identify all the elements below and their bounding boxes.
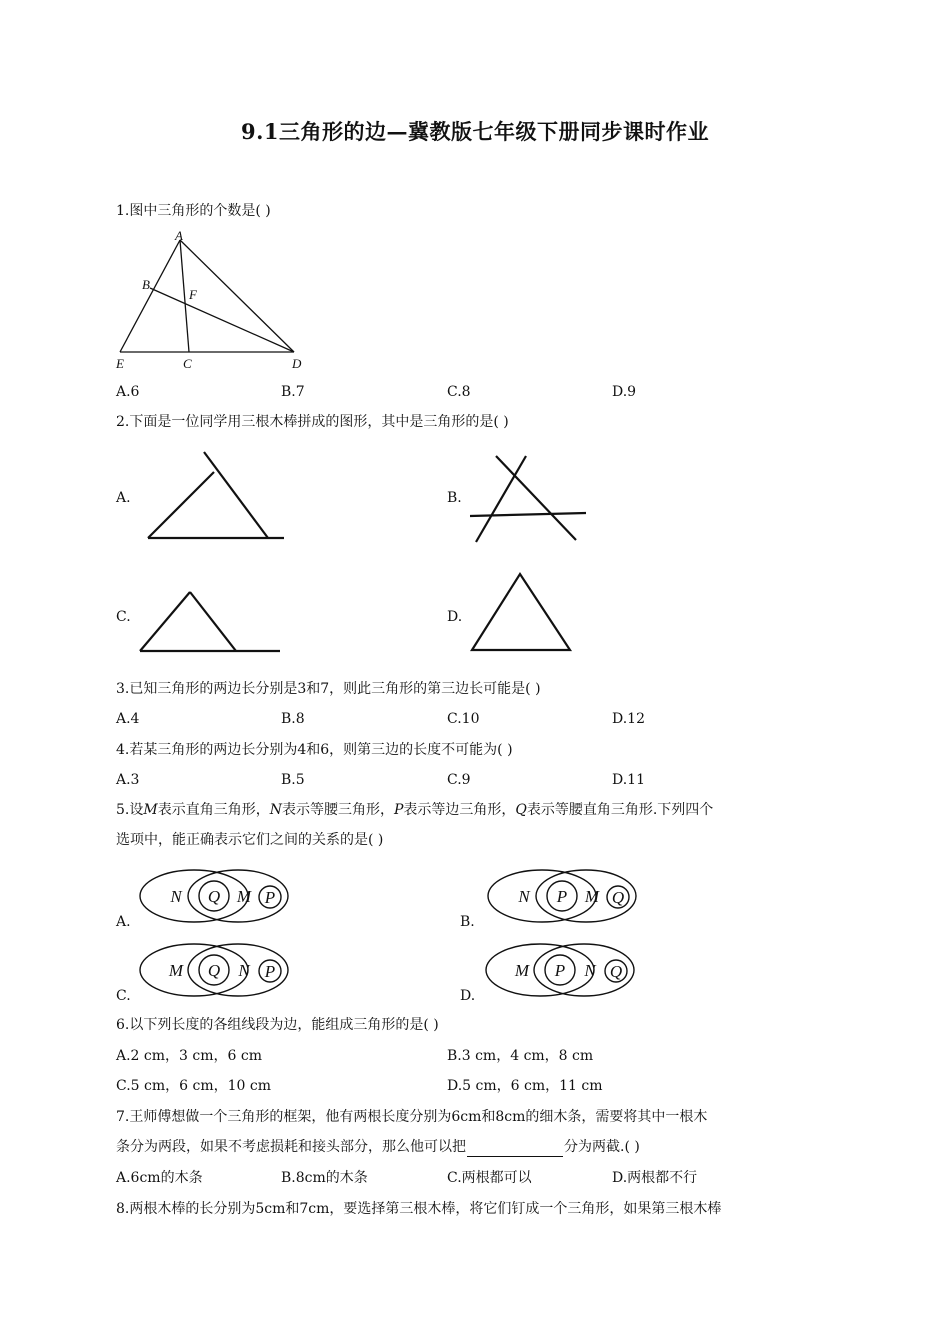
q5-venn-a <box>134 866 294 926</box>
q1-label-e: E <box>116 356 124 371</box>
q1-option-d[interactable]: D.9 <box>612 384 637 400</box>
q7-option-a[interactable]: A.6cm的木条 <box>116 1170 203 1186</box>
q6-stem: 6.以下列长度的各组线段为边，能组成三角形的是( ) <box>116 1017 439 1033</box>
q6-option-b[interactable]: B.3 cm，4 cm，8 cm <box>447 1048 594 1064</box>
q2-figure-c <box>134 580 284 660</box>
q5-a-label-right: M <box>236 887 252 906</box>
q7-stem-line1: 7.王师傅想做一个三角形的框架，他有两根长度分别为6cm和8cm的细木条，需要将其中一根木 <box>116 1109 708 1125</box>
q1-stem: 1.图中三角形的个数是( ) <box>116 203 271 219</box>
q2-option-a[interactable]: A. <box>116 490 131 506</box>
q5-d-label-right: N <box>584 961 596 980</box>
q5-c-label-outer: M <box>168 961 184 980</box>
q7-answer-blank[interactable] <box>467 1142 563 1157</box>
q4-option-d[interactable]: D.11 <box>612 772 645 788</box>
q2-option-d[interactable]: D. <box>447 609 463 625</box>
q4-option-b[interactable]: B.5 <box>281 772 305 788</box>
q3-option-a[interactable]: A.4 <box>116 711 140 727</box>
q4-option-c[interactable]: C.9 <box>447 772 471 788</box>
q5-d-label-outer: M <box>514 961 530 980</box>
q8-stem-line1: 8.两根木棒的长分别为5cm和7cm，要选择第三根木棒，将它们钉成一个三角形，如果第三根木棒 <box>116 1201 722 1217</box>
q5-b-label-outer: N <box>518 887 530 906</box>
q6-option-c[interactable]: C.5 cm，6 cm，10 cm <box>116 1078 271 1094</box>
q4-stem: 4.若某三角形的两边长分别为4和6，则第三边的长度不可能为( ) <box>116 742 513 758</box>
q5-option-b[interactable]: B. <box>460 914 475 930</box>
q1-label-f: F <box>189 287 197 302</box>
q3-option-d[interactable]: D.12 <box>612 711 645 727</box>
q5-c-label-overlap: Q <box>207 961 221 980</box>
q1-label-b: B <box>142 277 150 292</box>
q5-b-label-overlap: P <box>556 887 568 906</box>
q7-option-d[interactable]: D.两根都不行 <box>612 1170 698 1186</box>
q5-option-c[interactable]: C. <box>116 988 131 1004</box>
q2-figure-a <box>138 448 288 544</box>
q5-d-label-overlap: P <box>554 961 566 980</box>
q1-label-c: C <box>183 356 192 371</box>
q7-option-b[interactable]: B.8cm的木条 <box>281 1170 368 1186</box>
q2-option-b[interactable]: B. <box>447 490 462 506</box>
q1-option-a[interactable]: A.6 <box>116 384 140 400</box>
q5-c-label-inner: P <box>264 962 276 981</box>
q3-option-c[interactable]: C.10 <box>447 711 480 727</box>
q6-option-d[interactable]: D.5 cm，6 cm，11 cm <box>447 1078 603 1094</box>
q5-a-label-overlap: Q <box>207 887 221 906</box>
q1-label-d: D <box>292 356 302 371</box>
q5-option-a[interactable]: A. <box>116 914 131 930</box>
q4-option-a[interactable]: A.3 <box>116 772 140 788</box>
q5-a-label-outer: N <box>170 887 182 906</box>
q3-stem: 3.已知三角形的两边长分别是3和7，则此三角形的第三边长可能是( ) <box>116 681 541 697</box>
q1-option-b[interactable]: B.7 <box>281 384 305 400</box>
q5-stem: 5.设M表示直角三角形，N表示等腰三角形，P表示等边三角形，Q表示等腰直角三角形.下列四个 <box>116 802 714 818</box>
q2-figure-d <box>466 568 578 658</box>
q3-option-b[interactable]: B.8 <box>281 711 305 727</box>
q6-option-a[interactable]: A.2 cm，3 cm，6 cm <box>116 1048 262 1064</box>
q5-stem-line2: 选项中，能正确表示它们之间的关系的是( ) <box>116 832 384 848</box>
q5-b-label-right: M <box>584 887 600 906</box>
q2-stem: 2.下面是一位同学用三根木棒拼成的图形，其中是三角形的是( ) <box>116 414 509 430</box>
q1-option-c[interactable]: C.8 <box>447 384 471 400</box>
q5-venn-d <box>480 940 640 1000</box>
q5-venn-b <box>482 866 642 926</box>
q2-option-c[interactable]: C. <box>116 609 131 625</box>
q5-b-label-inner: Q <box>611 888 625 907</box>
q7-stem-line2: 条分为两段，如果不考虑损耗和接头部分，那么他可以把 分为两截.( ) <box>116 1139 640 1155</box>
q5-c-label-right: N <box>238 961 250 980</box>
q7-option-c[interactable]: C.两根都可以 <box>447 1170 532 1186</box>
q5-a-label-inner: P <box>264 888 276 907</box>
q5-venn-c <box>134 940 294 1000</box>
q1-triangle-figure <box>112 228 312 376</box>
q1-label-a: A <box>175 228 183 243</box>
page-title: 9.1三角形的边—冀教版七年级下册同步课时作业 <box>240 119 710 144</box>
q5-d-label-inner: Q <box>609 962 623 981</box>
q5-option-d[interactable]: D. <box>460 988 476 1004</box>
q2-figure-b <box>462 446 592 546</box>
